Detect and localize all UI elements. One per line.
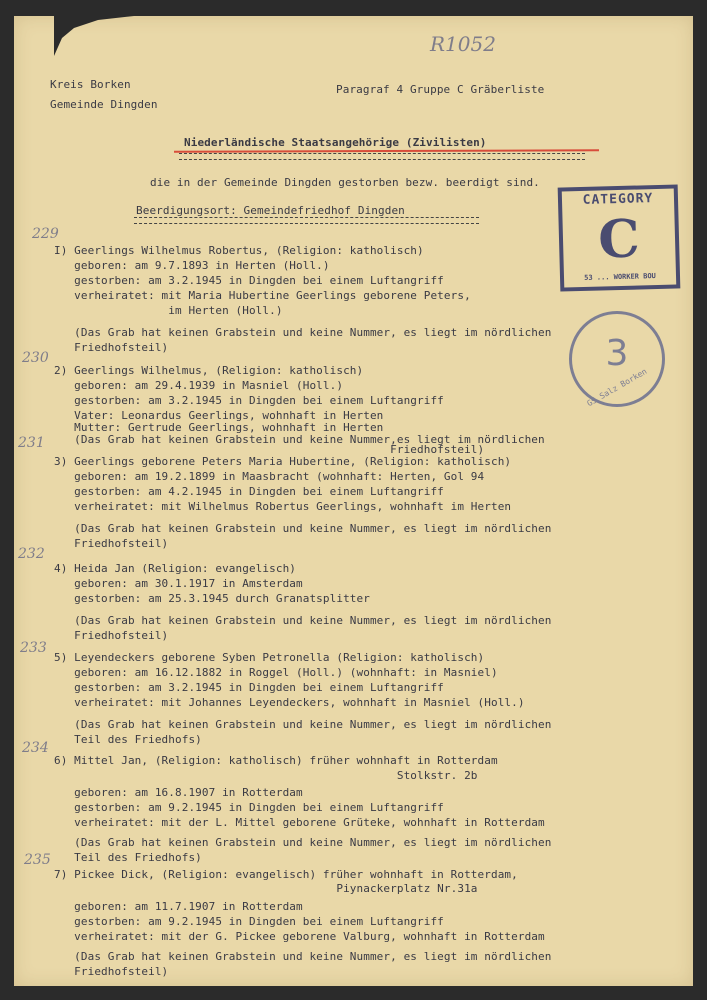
pencil-number-4: 232	[18, 546, 45, 562]
pencil-number-7: 235	[24, 852, 51, 868]
entry-line: 6) Mittel Jan, (Religion: katholisch) früher wohnhaft in Rotterdam	[54, 754, 498, 767]
title-double-underline	[179, 153, 585, 160]
entry-line: geboren: am 11.7.1907 in Rotterdam	[54, 900, 303, 913]
pencil-number-3: 231	[18, 435, 45, 451]
district-label: Kreis Borken	[50, 78, 131, 91]
entry-line: 4) Heida Jan (Religion: evangelisch)	[54, 562, 297, 575]
burial-place: Beerdigungsort: Gemeindefriedhof Dingden	[136, 204, 405, 217]
entry-line: 7) Pickee Dick, (Religion: evangelisch) früher wohnhaft in Rotterdam,	[54, 868, 518, 881]
entry-line: I) Geerlings Wilhelmus Robertus, (Religion: katholisch)	[54, 244, 424, 257]
archive-pencil-mark: R1052	[430, 32, 496, 56]
entry-line: Friedhofsteil)	[54, 965, 169, 978]
entry-line: Friedhofsteil)	[54, 629, 169, 642]
entry-line: Teil des Friedhofs)	[54, 733, 202, 746]
entry-line: gestorben: am 4.2.1945 in Dingden bei einem Luftangriff	[54, 485, 444, 498]
entry-line: (Das Grab hat keinen Grabstein und keine Nummer, es liegt im nördlichen	[54, 614, 552, 627]
entry-line: geboren: am 16.8.1907 in Rotterdam	[54, 786, 303, 799]
entry-line: (Das Grab hat keinen Grabstein und keine Nummer,es liegt im nördlichen	[54, 433, 545, 446]
document-page	[14, 16, 693, 986]
entry-line: (Das Grab hat keinen Grabstein und keine Nummer, es liegt im nördlichen	[54, 326, 552, 339]
entry-line: gestorben: am 3.2.1945 in Dingden bei einem Luftangriff	[54, 681, 444, 694]
category-stamp-label: CATEGORY	[582, 191, 654, 208]
entry-line: Friedhofsteil)	[54, 537, 169, 550]
torn-corner	[54, 16, 134, 56]
pencil-number-1: 229	[32, 226, 59, 242]
category-stamp-footer: 53 ... WORKER BOU	[584, 272, 656, 282]
document-subtitle: die in der Gemeinde Dingden gestorben bezw. beerdigt sind.	[150, 176, 540, 189]
entry-line: Mutter: Gertrude Geerlings, wohnhaft in Herten	[54, 421, 384, 434]
entry-line: Friedhofsteil)	[54, 443, 485, 456]
municipality-label: Gemeinde Dingden	[50, 98, 158, 111]
entry-line: gestorben: am 9.2.1945 in Dingden bei einem Luftangriff	[54, 801, 444, 814]
pencil-number-5: 233	[20, 640, 47, 656]
entry-line: verheiratet: mit Johannes Leyendeckers, wohnhaft in Masniel (Holl.)	[54, 696, 525, 709]
entry-line: Stolkstr. 2b	[54, 769, 478, 782]
entry-line: Teil des Friedhofs)	[54, 851, 202, 864]
entry-line: 5) Leyendeckers geborene Syben Petronella (Religion: katholisch)	[54, 651, 485, 664]
paragraph-heading: Paragraf 4 Gruppe C Gräberliste	[336, 83, 545, 96]
category-stamp	[558, 184, 681, 291]
pencil-number-6: 234	[22, 740, 49, 756]
entry-line: verheiratet: mit Wilhelmus Robertus Geerlings, wohnhaft im Herten	[54, 500, 512, 513]
entry-line: verheiratet: mit der L. Mittel geborene Grüteke, wohnhaft in Rotterdam	[54, 816, 545, 829]
category-stamp-letter: C	[597, 208, 641, 271]
entry-line: geboren: am 9.7.1893 in Herten (Holl.)	[54, 259, 330, 272]
round-stamp-number: 3	[605, 333, 629, 374]
entry-line: gestorben: am 9.2.1945 in Dingden bei einem Luftangriff	[54, 915, 444, 928]
round-stamp-text: GS Salz Borken	[585, 366, 649, 409]
entry-line: geboren: am 29.4.1939 in Masniel (Holl.)	[54, 379, 344, 392]
entry-line: geboren: am 19.2.1899 in Maasbracht (wohnhaft: Herten, Gol 94	[54, 470, 485, 483]
entry-line: Piynackerplatz Nr.31a	[54, 882, 478, 895]
entry-line: gestorben: am 3.2.1945 in Dingden bei einem Luftangriff	[54, 394, 444, 407]
entry-line: verheiratet: mit der G. Pickee geborene Valburg, wohnhaft in Rotterdam	[54, 930, 545, 943]
round-stamp	[569, 311, 665, 407]
entry-line: (Das Grab hat keinen Grabstein und keine Nummer, es liegt im nördlichen	[54, 718, 552, 731]
entry-line: (Das Grab hat keinen Grabstein und keine Nummer, es liegt im nördlichen	[54, 836, 552, 849]
document-title: Niederländische Staatsangehörige (Zivilisten)	[184, 136, 487, 149]
entry-line: geboren: am 30.1.1917 in Amsterdam	[54, 577, 303, 590]
entry-line: Friedhofsteil)	[54, 341, 169, 354]
pencil-number-2: 230	[22, 350, 49, 366]
entry-line: 2) Geerlings Wilhelmus, (Religion: katholisch)	[54, 364, 364, 377]
entry-line: Vater: Leonardus Geerlings, wohnhaft in Herten	[54, 409, 384, 422]
burial-place-underline	[134, 217, 479, 224]
entry-line: geboren: am 16.12.1882 in Roggel (Holl.) (wohnhaft: in Masniel)	[54, 666, 498, 679]
entry-line: gestorben: am 3.2.1945 in Dingden bei einem Luftangriff	[54, 274, 444, 287]
entry-line: gestorben: am 25.3.1945 durch Granatsplitter	[54, 592, 370, 605]
entry-line: im Herten (Holl.)	[54, 304, 283, 317]
entry-line: (Das Grab hat keinen Grabstein und keine Nummer, es liegt im nördlichen	[54, 522, 552, 535]
entry-line: verheiratet: mit Maria Hubertine Geerlings geborene Peters,	[54, 289, 471, 302]
entry-line: (Das Grab hat keinen Grabstein und keine Nummer, es liegt im nördlichen	[54, 950, 552, 963]
entry-line: 3) Geerlings geborene Peters Maria Hubertine, (Religion: katholisch)	[54, 455, 512, 468]
